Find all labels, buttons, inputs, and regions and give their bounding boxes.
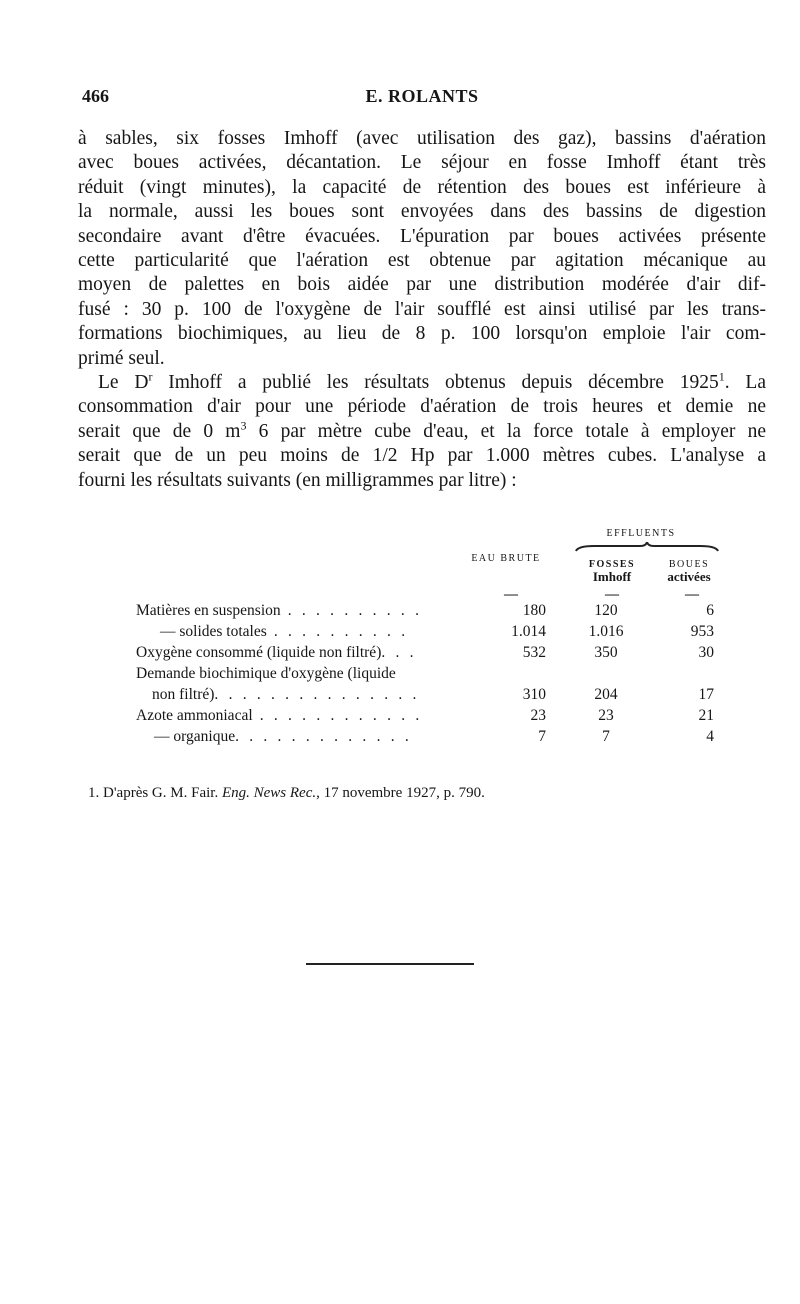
text-line: secondaire avant d'être évacuées. L'épuration par boues activées présente bbox=[78, 225, 766, 247]
effluents-header: EFFLUENTS bbox=[606, 528, 676, 539]
table-row bbox=[136, 728, 722, 749]
col-header-boues-sub: activées bbox=[667, 569, 711, 584]
text-fragment: . La bbox=[724, 372, 766, 394]
row-label bbox=[154, 728, 412, 746]
col-header-fosses-sub: Imhoff bbox=[592, 569, 632, 584]
footnote-text-end: , 17 novembre 1927, p. 790. bbox=[316, 785, 485, 801]
dot-leader: . . . . . . . . . . bbox=[280, 602, 423, 619]
effluents-brace bbox=[574, 542, 720, 552]
running-title: E. ROLANTS bbox=[365, 86, 479, 106]
footnote-number: 1. bbox=[88, 785, 100, 801]
column-dash: — bbox=[685, 587, 699, 602]
cell-fosses: 350 bbox=[594, 644, 618, 661]
text-line: primé seul. bbox=[78, 347, 165, 369]
text-line bbox=[78, 420, 766, 444]
row-label bbox=[136, 602, 422, 620]
superscript: r bbox=[148, 369, 153, 384]
end-rule bbox=[306, 963, 474, 965]
text-line: cette particularité que l'aération est obtenue par agitation mécanique au bbox=[78, 250, 766, 272]
text-line: consommation d'air pour une période d'aération de trois heures et demie ne bbox=[78, 396, 766, 418]
body-text bbox=[78, 127, 766, 493]
column-dash: — bbox=[605, 587, 619, 602]
superscript: 3 bbox=[240, 418, 247, 433]
row-label-text: Matières en suspension bbox=[136, 602, 281, 619]
col-header-fosses-label: FOSSES bbox=[588, 559, 636, 570]
footnote-ref: 1 bbox=[718, 369, 725, 384]
cell-fosses: 204 bbox=[594, 686, 618, 703]
text-fragment: serait que de 0 m bbox=[78, 420, 241, 442]
dot-leader: . . . . . . . . . . bbox=[266, 623, 409, 640]
text-line: avec boues activées, décantation. Le séjour en fosse Imhoff étant très bbox=[78, 152, 766, 174]
col-header-boues-label: BOUES bbox=[668, 559, 710, 570]
cell-eau-brute: 23 bbox=[530, 707, 546, 724]
text-line: la normale, aussi les boues sont envoyées dans des bassins de digestion bbox=[78, 201, 766, 223]
cell-eau-brute: 532 bbox=[522, 644, 546, 661]
text-line: moyen de palettes en bois aidée par une distribution modérée d'air dif- bbox=[78, 274, 766, 296]
text-fragment: Imhoff a publié les résultats obtenus depuis décembre 1925 bbox=[152, 372, 719, 394]
row-label-text: non filtré) bbox=[152, 686, 215, 703]
col-header-eau-brute: EAU BRUTE bbox=[471, 553, 541, 564]
dot-leader: . . . . . . . . . . . . . . . bbox=[214, 686, 420, 703]
row-label bbox=[160, 623, 408, 641]
dot-leader: . . . . . . . . . . . . . bbox=[235, 728, 412, 745]
page-header bbox=[80, 86, 764, 112]
footnote-text: D'après G. M. Fair. bbox=[99, 785, 222, 801]
row-label-text: Demande biochimique d'oxygène (liquide bbox=[136, 665, 396, 682]
cell-boues: 6 bbox=[706, 602, 714, 619]
cell-boues: 4 bbox=[706, 728, 714, 745]
table-row bbox=[136, 707, 722, 728]
cell-fosses: 120 bbox=[594, 602, 618, 619]
results-table bbox=[136, 528, 722, 748]
cell-fosses: 7 bbox=[602, 728, 610, 745]
cell-eau-brute: 7 bbox=[538, 728, 546, 745]
text-line: formations biochimiques, au lieu de 8 p. 100 lorsqu'on emploie l'air com- bbox=[78, 323, 766, 345]
cell-boues: 17 bbox=[698, 686, 714, 703]
cell-boues: 21 bbox=[698, 707, 714, 724]
row-label-text: Azote ammoniacal bbox=[136, 707, 253, 724]
text-line: réduit (vingt minutes), la capacité de rétention des boues est inférieure à bbox=[78, 176, 766, 198]
cell-fosses: 1.016 bbox=[588, 623, 624, 640]
cell-eau-brute: 1.014 bbox=[511, 623, 546, 640]
page-number: 466 bbox=[82, 86, 109, 106]
column-dash: — bbox=[504, 587, 518, 602]
row-label bbox=[152, 686, 420, 704]
col-header-fosses bbox=[572, 559, 652, 583]
text-line: fourni les résultats suivants (en milligrammes par litre) : bbox=[78, 469, 517, 491]
row-label-text: Oxygène consommé (liquide non filtré) bbox=[136, 644, 382, 661]
row-label-text: — organique bbox=[154, 728, 236, 745]
cell-boues: 30 bbox=[698, 644, 714, 661]
cell-fosses: 23 bbox=[598, 707, 614, 724]
cell-boues: 953 bbox=[690, 623, 714, 640]
text-fragment: 6 par mètre cube d'eau, et la force totale à employer ne bbox=[246, 420, 766, 442]
text-line bbox=[78, 371, 766, 395]
table-row bbox=[136, 623, 722, 644]
row-label-text: — solides totales bbox=[160, 623, 267, 640]
text-line: serait que de un peu moins de 1/2 Hp par 1.000 mètres cubes. L'analyse a bbox=[78, 445, 766, 467]
cell-eau-brute: 180 bbox=[522, 602, 546, 619]
col-header-boues bbox=[656, 559, 722, 583]
paragraph-1 bbox=[78, 127, 766, 371]
footnote-journal: Eng. News Rec. bbox=[221, 785, 317, 801]
cell-eau-brute: 310 bbox=[522, 686, 546, 703]
table-row bbox=[136, 644, 722, 665]
dot-leader: . . . bbox=[381, 644, 417, 661]
footnote bbox=[88, 785, 688, 802]
text-line: fusé : 30 p. 100 de l'oxygène de l'air soufflé est ainsi utilisé par les trans- bbox=[78, 298, 766, 320]
row-label bbox=[136, 665, 396, 683]
text-line: à sables, six fosses Imhoff (avec utilisation des gaz), bassins d'aération bbox=[78, 128, 766, 149]
table-row bbox=[136, 665, 722, 686]
table-row bbox=[136, 686, 722, 707]
text-fragment: Le D bbox=[98, 372, 149, 394]
paragraph-2 bbox=[78, 371, 766, 493]
dot-leader: . . . . . . . . . . . . bbox=[252, 707, 423, 724]
table-row bbox=[136, 602, 722, 623]
row-label bbox=[136, 707, 422, 725]
row-label bbox=[136, 644, 417, 662]
